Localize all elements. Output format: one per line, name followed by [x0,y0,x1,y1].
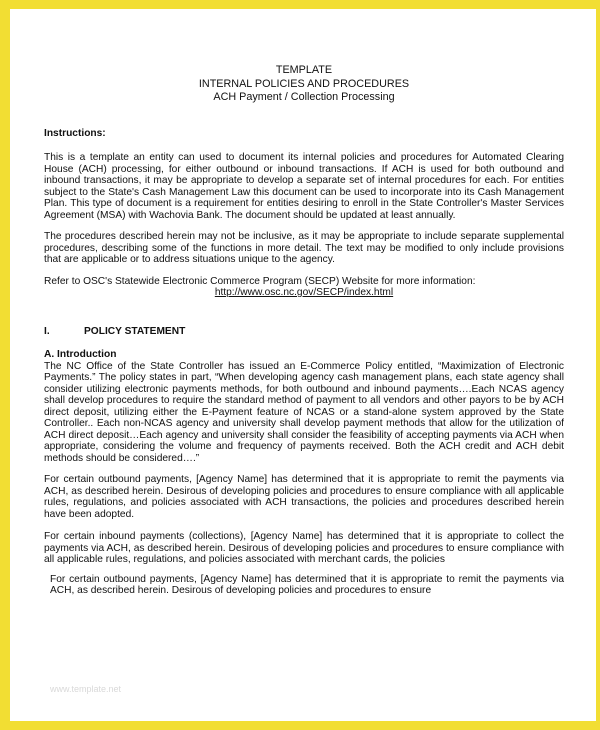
subsection-heading-introduction: A. Introduction [44,349,117,360]
instructions-para-2: The procedures described herein may not be inclusive, as it may be appropriate to include separate supplemental procedures, describing some of the functions in more detail. The text may be modified to only include provisions that are applicable or to address situations unique to the agency. [44,231,564,265]
header-title: INTERNAL POLICIES AND PROCEDURES [198,77,410,90]
document-page [10,9,596,721]
section-heading-policy [44,326,564,338]
outbound-paragraph-repeat: For certain outbound payments, [Agency Name] has determined that it is appropriate to remit the payments via ACH, as described herein. Desirous of developing policies and procedures to ensure [50,573,564,596]
instructions-para-1: This is a template an entity can used to document its internal policies and procedures for Automated Clearing House (ACH) processing, for either outbound or inbound transactions. If ACH is used for both outbound and inbound transactions, it may be appropriate to develop a separate set of internal procedures for each. For entities subject to the State's Cash Management Law this document can be used to incorporate into its Cash Management Plan. This type of document is a requirement for entities desiring to enroll in the State Controller's Master Services Agreement (MSA) with Wachovia Bank. The document should be updated at least annually. [44,152,564,221]
section-title: POLICY STATEMENT [84,325,186,337]
introduction-paragraph: The NC Office of the State Controller has issued an E-Commerce Policy entitled, “Maximization of Electronic Payments.” The policy states in part, “When developing agency cash management plans, each state agency shall consider utilizing electronic payments methods, for both outbound and inbound payments….Each NCAS agency shall develop procedures to require the standard method of payment to all vendors and other payors to be by ACH direct deposit, utilizing either the E-Payment feature of NCAS or a stand-alone system approved by the State Controller.. Each non-NCAS agency and university shall develop payment methods that allow for the utilization of ACH direct deposit…Each agency and university shall consider the feasibility of accepting payments via ACH when appropriate, considering the volume and frequency of payments received. Both the ACH credit and ACH debit methods should be considered….” [44,360,564,464]
instructions-heading: Instructions: [44,127,106,139]
header-template: TEMPLATE [275,64,333,76]
header-subtitle: ACH Payment / Collection Processing [213,91,395,103]
document-body [44,64,564,597]
secp-link[interactable]: http://www.osc.nc.gov/SECP/index.html [214,287,394,298]
document-header [44,64,564,105]
secp-reference-text: Refer to OSC's Statewide Electronic Commerce Program (SECP) Website for more information: [44,275,476,287]
instructions-para-3 [44,276,564,299]
watermark: www.template.net [50,684,122,694]
outbound-paragraph: For certain outbound payments, [Agency Name] has determined that it is appropriate to remit the payments via ACH, as described herein. Desirous of developing policies and procedures to ensure compliance with all applicable rules, regulations, and policies associated with ACH transactions, the policies and procedures described herein have been adopted. [44,474,564,520]
section-number: I. [44,325,50,337]
inbound-paragraph: For certain inbound payments (collections), [Agency Name] has determined that it is appropriate to collect the payments via ACH, as described herein. Desirous of developing policies and procedures to ensure compliance with all applicable rules, regulations, and policies associated with merchant cards, the policies [44,531,564,565]
page-border [4,4,596,726]
